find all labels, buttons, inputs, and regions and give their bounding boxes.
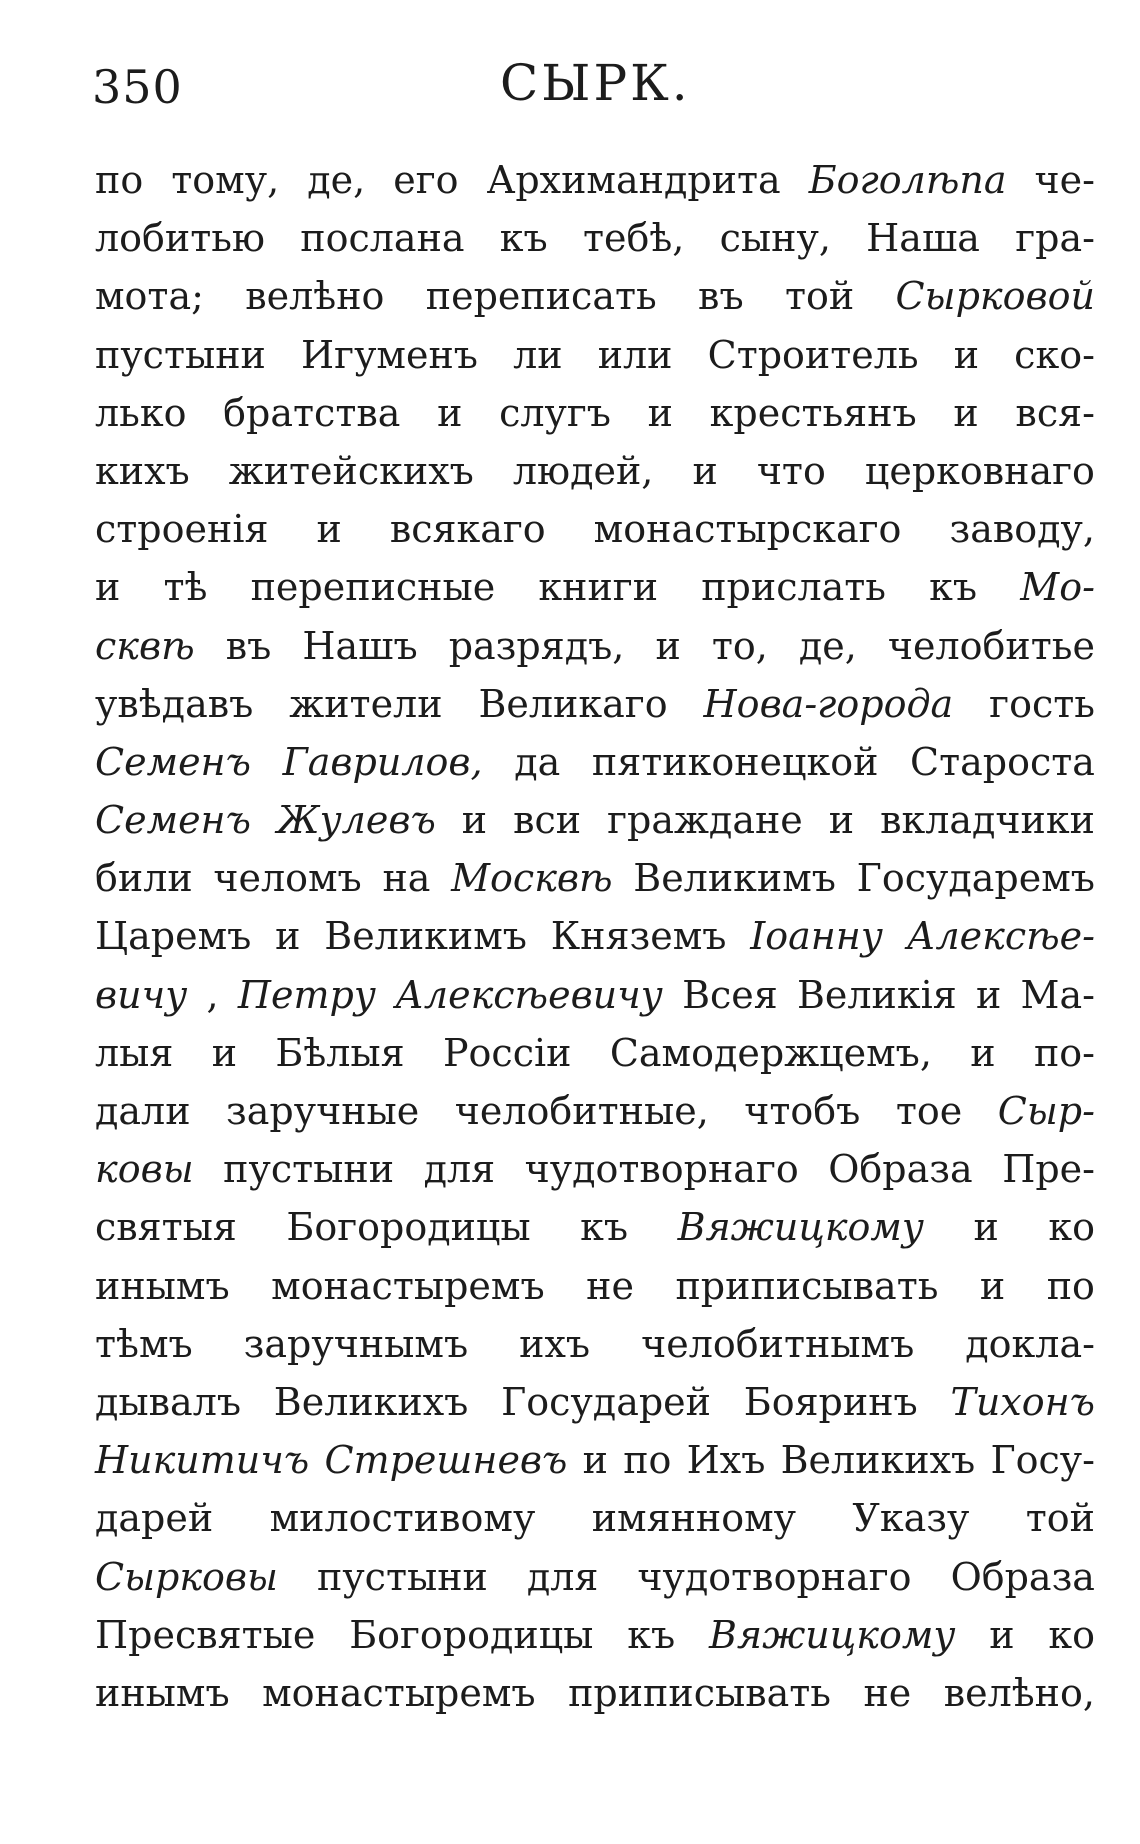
word: Государемъ bbox=[856, 856, 1095, 901]
word: Великимъ bbox=[324, 914, 527, 959]
word: Бѣлыя bbox=[275, 1030, 405, 1075]
word: вся- bbox=[1015, 390, 1095, 435]
word: Великимъ bbox=[633, 856, 836, 901]
running-title: СЫРК. bbox=[500, 54, 691, 112]
word: де, bbox=[307, 158, 366, 202]
word: и bbox=[437, 390, 463, 435]
word: ко bbox=[1048, 1205, 1095, 1250]
text-line bbox=[95, 1089, 1095, 1147]
text-line bbox=[95, 740, 1095, 798]
word: , bbox=[206, 972, 219, 1017]
word: Великія bbox=[796, 972, 957, 1017]
word: тѣ bbox=[163, 565, 208, 610]
word: лыя bbox=[95, 1030, 174, 1075]
word: заручнымъ bbox=[243, 1321, 469, 1366]
word: его bbox=[393, 158, 459, 202]
word: и bbox=[582, 1438, 608, 1483]
body-text bbox=[95, 158, 1095, 1729]
word: и bbox=[275, 914, 301, 959]
word: Семенъ bbox=[95, 739, 251, 784]
word: граждане bbox=[607, 798, 803, 843]
word: церковнаго bbox=[864, 448, 1095, 493]
text-line bbox=[95, 1496, 1095, 1554]
word: крестьянъ bbox=[709, 390, 917, 435]
word: Тихонъ bbox=[950, 1379, 1095, 1424]
text-line bbox=[95, 798, 1095, 856]
word: тое bbox=[895, 1089, 963, 1133]
word: лько bbox=[95, 390, 187, 435]
word: переписные bbox=[250, 565, 496, 610]
word: и bbox=[95, 565, 121, 610]
text-line bbox=[95, 1671, 1095, 1729]
word: увѣдавъ bbox=[95, 681, 254, 726]
word: переписать bbox=[425, 274, 657, 319]
word: Бояринъ bbox=[743, 1379, 918, 1424]
word: Пре- bbox=[1002, 1147, 1095, 1192]
word: челобитнымъ bbox=[641, 1321, 915, 1366]
word: Великаго bbox=[478, 681, 668, 726]
word: для bbox=[526, 1554, 599, 1599]
text-line bbox=[95, 914, 1095, 972]
word: Указу bbox=[852, 1496, 970, 1541]
word: Строитель bbox=[707, 332, 919, 377]
word: и bbox=[316, 507, 342, 552]
text-line bbox=[95, 333, 1095, 391]
word: чтобъ bbox=[744, 1089, 861, 1133]
word: ковы bbox=[95, 1147, 194, 1192]
text-line bbox=[95, 624, 1095, 682]
word: да bbox=[514, 739, 561, 784]
word: по- bbox=[1033, 1030, 1095, 1075]
word: милостивому bbox=[269, 1496, 536, 1541]
text-line bbox=[95, 1322, 1095, 1380]
word: къ bbox=[929, 565, 978, 610]
text-line bbox=[95, 1613, 1095, 1671]
word: по bbox=[623, 1438, 672, 1483]
text-line bbox=[95, 856, 1095, 914]
text-line bbox=[95, 1438, 1095, 1496]
word: и bbox=[953, 332, 980, 377]
word: и bbox=[647, 390, 673, 435]
text-line bbox=[95, 449, 1095, 507]
word: Стрешневъ bbox=[324, 1438, 568, 1483]
word: слугъ bbox=[499, 390, 611, 435]
word: кихъ bbox=[95, 448, 190, 493]
word: то, bbox=[711, 623, 768, 668]
word: Староста bbox=[910, 739, 1095, 784]
word: тебѣ, bbox=[582, 216, 685, 261]
word: монастырскаго bbox=[593, 507, 902, 552]
word: Богородицы bbox=[349, 1612, 594, 1657]
word: Москвѣ bbox=[451, 856, 613, 901]
word: инымъ bbox=[95, 1670, 230, 1715]
word: по bbox=[1046, 1263, 1095, 1308]
word: Сырковой bbox=[895, 274, 1095, 319]
text-line bbox=[95, 973, 1095, 1031]
word: и bbox=[975, 972, 1002, 1017]
word: Богородицы bbox=[286, 1205, 531, 1250]
word: де, bbox=[798, 623, 857, 668]
word: той bbox=[784, 274, 855, 319]
word: и bbox=[461, 798, 488, 843]
word: Іоанну bbox=[750, 914, 883, 959]
word: монастыремъ bbox=[271, 1263, 545, 1308]
word: Боголѣпа bbox=[808, 158, 1007, 202]
word: приписывать bbox=[568, 1670, 831, 1715]
text-line bbox=[95, 1147, 1095, 1205]
word: Великихъ bbox=[780, 1438, 976, 1483]
text-line bbox=[95, 565, 1095, 623]
word: Мо- bbox=[1020, 565, 1095, 610]
word: приписывать bbox=[675, 1263, 939, 1308]
text-line bbox=[95, 274, 1095, 332]
word: велѣно, bbox=[943, 1670, 1095, 1715]
word: Гаврилов, bbox=[282, 739, 483, 784]
text-line bbox=[95, 507, 1095, 565]
word: гра- bbox=[1015, 216, 1095, 261]
word: по bbox=[95, 158, 144, 202]
word: Ма- bbox=[1020, 972, 1095, 1017]
word: разрядъ, bbox=[448, 623, 625, 668]
word: заводу, bbox=[949, 507, 1095, 552]
word: дывалъ bbox=[95, 1379, 242, 1424]
word: Россіи bbox=[442, 1030, 572, 1075]
word: вичу bbox=[95, 972, 188, 1017]
word: не bbox=[586, 1263, 634, 1308]
word: и bbox=[953, 390, 979, 435]
word: строенія bbox=[95, 507, 269, 552]
text-line bbox=[95, 682, 1095, 740]
word: и bbox=[973, 1205, 999, 1250]
word: пустыни bbox=[317, 1554, 488, 1599]
word: Вяжицкому bbox=[677, 1205, 924, 1250]
word: дали bbox=[95, 1089, 191, 1133]
word: Сыр- bbox=[997, 1089, 1095, 1133]
word: ко bbox=[1048, 1612, 1095, 1657]
word: и bbox=[655, 623, 681, 668]
word: и bbox=[828, 798, 855, 843]
word: Никитичъ bbox=[95, 1438, 310, 1483]
word: тѣмъ bbox=[95, 1321, 193, 1366]
word: и bbox=[692, 448, 718, 493]
word: что bbox=[756, 448, 826, 493]
word: Всея bbox=[682, 972, 778, 1017]
word: Сырковы bbox=[95, 1554, 278, 1599]
word: вси bbox=[513, 798, 582, 843]
word: монастыремъ bbox=[262, 1670, 536, 1715]
word: для bbox=[423, 1147, 496, 1192]
word: и bbox=[211, 1030, 238, 1075]
word: Наша bbox=[866, 216, 980, 261]
word: челобитные, bbox=[454, 1089, 709, 1133]
word: Княземъ bbox=[550, 914, 727, 959]
word: Госу- bbox=[990, 1438, 1095, 1483]
word: Жулевъ bbox=[276, 798, 436, 843]
word: Вяжицкому bbox=[708, 1612, 956, 1657]
word: къ bbox=[499, 216, 548, 261]
text-line bbox=[95, 158, 1095, 216]
word: Государей bbox=[501, 1379, 711, 1424]
word: въ bbox=[225, 623, 272, 668]
word: инымъ bbox=[95, 1263, 230, 1308]
word: пятиконецкой bbox=[591, 739, 879, 784]
word: мота; bbox=[95, 274, 204, 319]
word: Образа bbox=[950, 1554, 1095, 1599]
word: ихъ bbox=[519, 1321, 591, 1366]
word: прислать bbox=[701, 565, 886, 610]
word: лобитью bbox=[95, 216, 266, 261]
word: вкладчики bbox=[880, 798, 1095, 843]
word: Архимандрита bbox=[486, 158, 781, 202]
word: тому, bbox=[171, 158, 280, 202]
word: гость bbox=[989, 681, 1095, 726]
word: или bbox=[597, 332, 673, 377]
text-line bbox=[95, 1205, 1095, 1263]
word: Царемъ bbox=[95, 914, 252, 959]
text-line bbox=[95, 216, 1095, 274]
word: и bbox=[989, 1612, 1015, 1657]
word: дарей bbox=[95, 1496, 214, 1541]
word: чудотворнаго bbox=[637, 1554, 912, 1599]
word: заручные bbox=[226, 1089, 420, 1133]
page-header bbox=[0, 50, 1140, 130]
text-line bbox=[95, 391, 1095, 449]
word: имянному bbox=[591, 1496, 797, 1541]
word: житейскихъ bbox=[228, 448, 474, 493]
word: книги bbox=[538, 565, 659, 610]
word: людей, bbox=[512, 448, 654, 493]
text-line bbox=[95, 1264, 1095, 1322]
word: въ bbox=[698, 274, 744, 319]
word: къ bbox=[580, 1205, 629, 1250]
word: Нашъ bbox=[302, 623, 418, 668]
word: Великихъ bbox=[273, 1379, 469, 1424]
word: Нова-города bbox=[703, 681, 954, 726]
word: той bbox=[1025, 1496, 1095, 1541]
word: ли bbox=[513, 332, 563, 377]
word: святыя bbox=[95, 1205, 237, 1250]
word: братства bbox=[223, 390, 401, 435]
word: сыну, bbox=[719, 216, 831, 261]
word: ско- bbox=[1014, 332, 1095, 377]
word: челомъ bbox=[213, 856, 362, 901]
word: докла- bbox=[965, 1321, 1095, 1366]
word: къ bbox=[627, 1612, 676, 1657]
word: не bbox=[863, 1670, 912, 1715]
word: сквѣ bbox=[95, 623, 195, 668]
text-line bbox=[95, 1380, 1095, 1438]
word: Пресвятые bbox=[95, 1612, 316, 1657]
word: Алексѣе- bbox=[906, 914, 1095, 959]
word: Петру bbox=[237, 972, 376, 1017]
word: Алексѣевичу bbox=[395, 972, 663, 1017]
word: Игуменъ bbox=[301, 332, 478, 377]
word: всякаго bbox=[389, 507, 546, 552]
text-line bbox=[95, 1555, 1095, 1613]
word: челобитье bbox=[887, 623, 1095, 668]
word: Образа bbox=[828, 1147, 973, 1192]
word: на bbox=[382, 856, 431, 901]
word: велѣно bbox=[245, 274, 385, 319]
word: и bbox=[970, 1030, 996, 1075]
word: Семенъ bbox=[95, 798, 251, 843]
word: Самодержцемъ, bbox=[609, 1030, 932, 1075]
word: че- bbox=[1034, 158, 1095, 202]
text-line bbox=[95, 1031, 1095, 1089]
word: пустыни bbox=[223, 1147, 395, 1192]
page-number: 350 bbox=[92, 60, 183, 114]
word: послана bbox=[300, 216, 465, 261]
word: били bbox=[95, 856, 193, 901]
word: жители bbox=[289, 681, 443, 726]
word: Ихъ bbox=[686, 1438, 766, 1483]
word: и bbox=[979, 1263, 1006, 1308]
word: пустыни bbox=[95, 332, 266, 377]
word: чудотворнаго bbox=[524, 1147, 799, 1192]
